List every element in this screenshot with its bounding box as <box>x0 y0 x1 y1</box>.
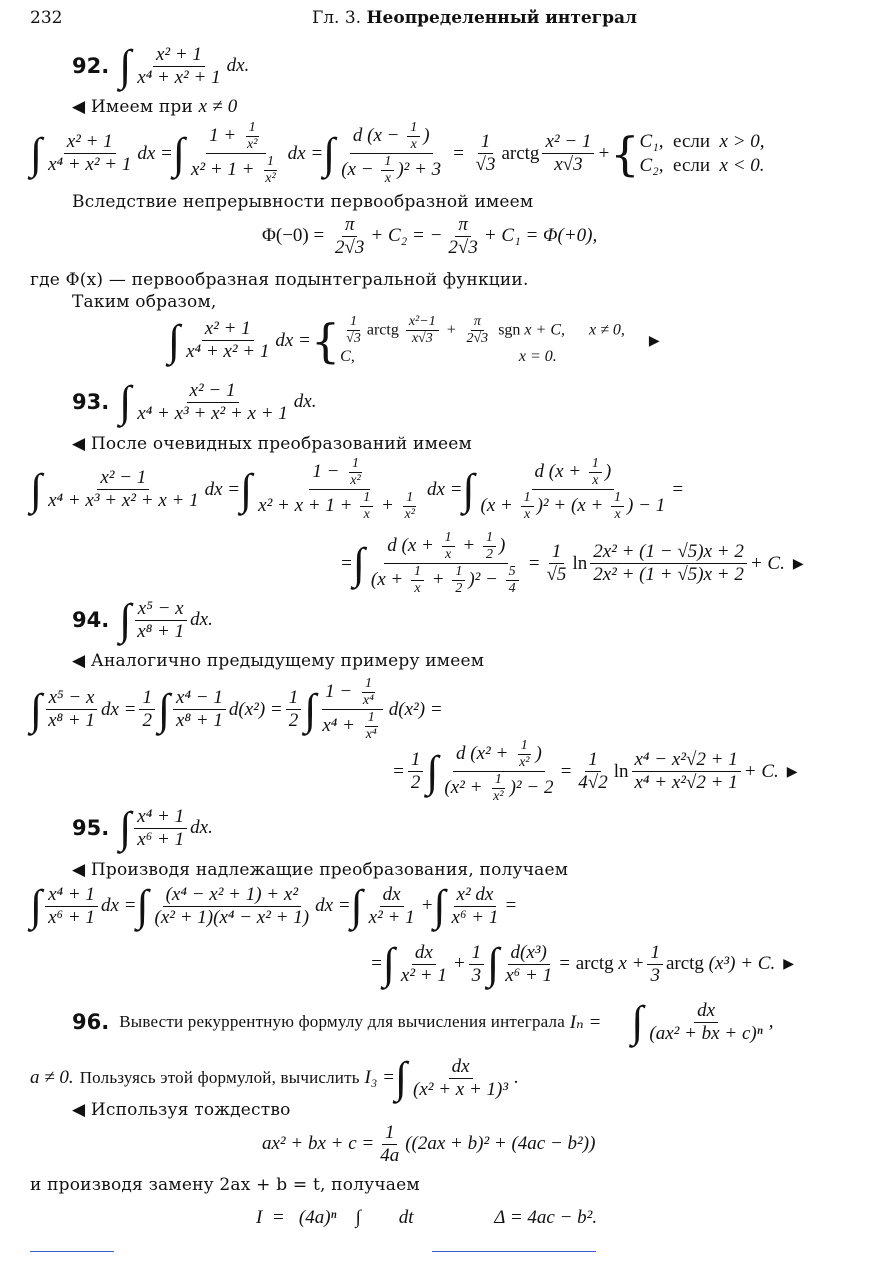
formula-95-line1: ∫ $\frac{\text{x⁴ + 1}}{\text{x⁶ + 1}}$ dx = ∫ $\frac{\text{(x⁴ − x² + 1) + x²}}{\text{(x² + 1)(x⁴ − x² + 1)}}$ dx = ∫ $\frac{dx}{\text{x² + 1}}$ + ∫ $\frac{\text{x² dx}}{\text{x⁶ + 1}}$ = <box>30 881 518 931</box>
problem-95-lead: ◀ Производя надлежащие преобразования, получаем <box>72 860 569 880</box>
problem-95-statement: 95. ∫ $\frac{\text{x⁴ + 1}}{\text{x⁶ + 1}}$ dx. <box>72 803 213 853</box>
formula-92-result: ∫ $\frac{\text{x² + 1}}{\text{x⁴ + x² + 1}}$ dx = { $\frac{1}{√3}$ arctg $\frac{\text{x²−1}}{x√3}$ + $\frac{\pi}{2√3}$ sgn x + C, x ≠ 0, C, x = 0. ▶ <box>168 313 660 368</box>
problem-93-lead: ◀ После очевидных преобразований имеем <box>72 434 472 454</box>
problem-96-statement: 96. Вывести рекуррентную формулу для вычисления интеграла Iₙ = ∫ $\frac{dx}{\text{(ax² + bx + c)ⁿ}}$ , <box>72 997 774 1047</box>
problem-number: 92. <box>72 54 110 79</box>
formula-92-main: ∫ $\frac{\text{x² + 1}}{\text{x⁴ + x² + 1}}$ dx = ∫ 1 + $\frac{1}{\text{x²}}$ x² + 1 + $\frac{1}{\text{x²}}$ dx = ∫ d (x − $\frac{1}{x}$ ) (x − $\frac{1}{x}$ )² + 3 = $\frac{1}{√3}$ arctg $\frac{\text{x² − 1}}{x√3}$ + { C₁, если x > 0, C₂, если x < 0. <box>30 120 765 187</box>
problem-92-statement: 92. ∫ $\frac{\text{x² + 1}}{\text{x⁴ + x² + 1}}$ dx. <box>72 41 250 91</box>
footer-link-right[interactable] <box>432 1251 596 1252</box>
problem-94-lead: ◀ Аналогично предыдущему примеру имеем <box>72 651 485 671</box>
chapter-label: Гл. 3. <box>312 8 362 28</box>
problem-92-lead: ◀ Имеем при x ≠ 0 <box>72 96 238 117</box>
formula-96-cut: I = (4a)ⁿ ∫ dt Δ = 4ac − b². <box>256 1207 598 1228</box>
continuity-text: Вследствие непрерывности первообразной имеем <box>72 192 534 212</box>
page-number: 232 <box>30 8 63 28</box>
chapter-title: Неопределенный интеграл <box>366 8 637 28</box>
where-text: где Φ(x) — первообразная подынтегральной функции. <box>30 270 529 290</box>
formula-95-line2: = ∫ $\frac{dx}{\text{x² + 1}}$ + $\frac{1}{3}$ ∫ $\frac{\text{d(x³)}}{\text{x⁶ + 1}}$ = arctg x + $\frac{1}{3}$ arctg (x³) + C. ▶ <box>370 939 794 989</box>
formula-92-continuity: Φ(−0) = $\frac{\pi}{2√3}$ + C₂ = − $\frac{\pi}{2√3}$ + C₁ = Φ(+0), <box>262 214 598 258</box>
thus-text: Таким образом, <box>72 292 217 312</box>
formula-93-line1: ∫ $\frac{\text{x² − 1}}{\text{x⁴ + x³ + x² + x + 1}}$ dx = ∫ 1 − $\frac{1}{\text{x²}}$ x² + x + 1 + $\frac{1}{x}$ + $\frac{1}{\text{x²}}$ dx = ∫ d (x + $\frac{1}{x}$ ) (x + $\frac{1}{x}$ )² + (x + $\frac{1}{x}$ ) − 1 = <box>30 456 685 523</box>
substitution-text: и производя замену 2ax + b = t, получаем <box>30 1175 420 1195</box>
problem-93-statement: 93. ∫ $\frac{\text{x² − 1}}{\text{x⁴ + x³ + x² + x + 1}}$ dx. <box>72 377 317 427</box>
formula-96-identity: ax² + bx + c = $\frac{1}{4a}$ ((2ax + b)² + (4ac − b²)) <box>262 1122 596 1166</box>
running-header <box>312 8 637 28</box>
formula-94-line2: = $\frac{1}{2}$ ∫ d (x² + $\frac{1}{\text{x²}}$ ) (x² + $\frac{1}{\text{x²}}$ )² − 2 = $\frac{1}{4√2}$ ln $\frac{\text{x⁴ − x²√2 + 1}}{\text{x⁴ + x²√2 + 1}}$ + C. ▶ <box>392 738 798 805</box>
problem-96-lead: ◀ Используя тождество <box>72 1100 291 1120</box>
footer-link-left[interactable] <box>30 1251 114 1252</box>
problem-96-statement2: a ≠ 0. Пользуясь этой формулой, вычислить I₃ = ∫ $\frac{dx}{\text{(x² + x + 1)³}}$ . <box>30 1053 519 1103</box>
formula-94-line1: ∫ $\frac{\text{x⁵ − x}}{\text{x⁸ + 1}}$ dx = $\frac{1}{2}$ ∫ $\frac{\text{x⁴ − 1}}{\text{x⁸ + 1}}$ d(x²) = $\frac{1}{2}$ ∫ 1 − $\frac{1}{\text{x⁴}}$ x⁴ + $\frac{1}{\text{x⁴}}$ d(x²) = <box>30 676 443 743</box>
problem-94-statement: 94. ∫ $\frac{\text{x⁵ − x}}{\text{x⁸ + 1}}$ dx. <box>72 595 213 645</box>
formula-93-line2: = ∫ d (x + $\frac{1}{x}$ + $\frac{1}{2}$ ) (x + $\frac{1}{x}$ + $\frac{1}{2}$ )² − $\frac{5}{4}$ = $\frac{1}{√5}$ ln $\frac{\text{2x² + (1 − √5)x + 2}}{\text{2x² + (1 + √5)x + 2}}$ + C. ▶ <box>340 530 804 597</box>
